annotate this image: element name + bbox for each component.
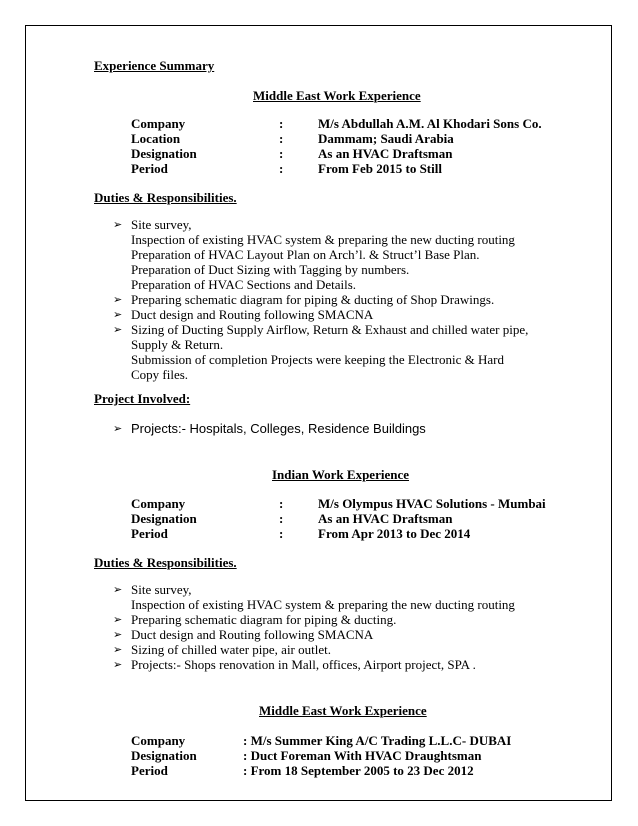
bullet-icon: ➢ — [113, 614, 123, 626]
job3-company-label: Company — [131, 733, 186, 748]
list-item: Sizing of chilled water pipe, air outlet. — [131, 642, 331, 657]
list-item: Site survey, — [131, 582, 192, 597]
list-item: Sizing of Ducting Supply Airflow, Return & Exhaust and chilled water pipe, — [131, 322, 529, 337]
bullet-icon: ➢ — [113, 309, 123, 321]
job2-duty-list — [131, 582, 515, 672]
job1-period-value: From Feb 2015 to Still — [318, 161, 442, 176]
job2-heading: Indian Work Experience — [272, 467, 410, 482]
job3-designation-value: : Duct Foreman With HVAC Draughtsman — [243, 748, 482, 763]
job3-period-value: : From 18 September 2005 to 23 Dec 2012 — [243, 763, 474, 778]
job1-designation-sep: : — [279, 146, 284, 161]
job2-company-value: M/s Olympus HVAC Solutions - Mumbai — [318, 496, 546, 511]
list-item: Preparing schematic diagram for piping & ducting of Shop Drawings. — [131, 292, 495, 307]
job2-company-label: Company — [131, 496, 186, 511]
job2-company-sep: : — [279, 496, 284, 511]
bullet-icon: ➢ — [113, 629, 123, 641]
job2-period-sep: : — [279, 526, 284, 541]
job1-duty-list — [131, 217, 528, 382]
job1-heading: Middle East Work Experience — [253, 88, 421, 103]
bullet-icon: ➢ — [113, 644, 123, 656]
list-item: Preparation of HVAC Layout Plan on Arch’l. & Struct’l Base Plan. — [131, 247, 480, 262]
list-item: Projects:- Shops renovation in Mall, offices, Airport project, SPA . — [131, 657, 476, 672]
job1-company-label: Company — [131, 116, 186, 131]
list-item: Site survey, — [131, 217, 192, 232]
list-item: Preparation of HVAC Sections and Details. — [131, 277, 357, 292]
project-item: Projects:- Hospitals, Colleges, Residence Buildings — [131, 421, 426, 436]
list-item: Preparing schematic diagram for piping & ducting. — [131, 612, 397, 627]
list-item: Inspection of existing HVAC system & preparing the new ducting routing — [131, 232, 515, 247]
list-item: Inspection of existing HVAC system & preparing the new ducting routing — [131, 597, 515, 612]
project-involved-heading: Project Involved: — [94, 391, 191, 406]
job2-designation-sep: : — [279, 511, 284, 526]
job2-period-label: Period — [131, 526, 168, 541]
job1-company-sep: : — [279, 116, 284, 131]
bullet-icon: ➢ — [113, 584, 123, 596]
bullet-icon: ➢ — [113, 423, 123, 435]
job1-location-label: Location — [131, 131, 181, 146]
job1-duties-heading: Duties & Responsibilities. — [94, 190, 237, 205]
job3-heading: Middle East Work Experience — [259, 703, 427, 718]
job3-company-value: : M/s Summer King A/C Trading L.L.C- DUBAI — [243, 733, 512, 748]
section-title: Experience Summary — [94, 58, 215, 73]
job1-company-value: M/s Abdullah A.M. Al Khodari Sons Co. — [318, 116, 542, 131]
job2-period-value: From Apr 2013 to Dec 2014 — [318, 526, 471, 541]
bullet-icon: ➢ — [113, 324, 123, 336]
job1-designation-value: As an HVAC Draftsman — [318, 146, 453, 161]
list-item: Submission of completion Projects were keeping the Electronic & Hard — [131, 352, 504, 367]
job2-duties-heading: Duties & Responsibilities. — [94, 555, 237, 570]
job3-designation-label: Designation — [131, 748, 197, 763]
bullet-icon: ➢ — [113, 219, 123, 231]
job2-designation-value: As an HVAC Draftsman — [318, 511, 453, 526]
bullet-icon: ➢ — [113, 659, 123, 671]
job1-period-sep: : — [279, 161, 284, 176]
list-item: Supply & Return. — [131, 337, 224, 352]
list-item: Copy files. — [131, 367, 189, 382]
job2-designation-label: Designation — [131, 511, 197, 526]
job1-location-value: Dammam; Saudi Arabia — [318, 131, 454, 146]
list-item: Duct design and Routing following SMACNA — [131, 307, 374, 322]
list-item: Duct design and Routing following SMACNA — [131, 627, 374, 642]
job3-period-label: Period — [131, 763, 168, 778]
job1-location-sep: : — [279, 131, 284, 146]
bullet-icon: ➢ — [113, 294, 123, 306]
list-item: Preparation of Duct Sizing with Tagging by numbers. — [131, 262, 410, 277]
job1-designation-label: Designation — [131, 146, 197, 161]
job1-period-label: Period — [131, 161, 168, 176]
